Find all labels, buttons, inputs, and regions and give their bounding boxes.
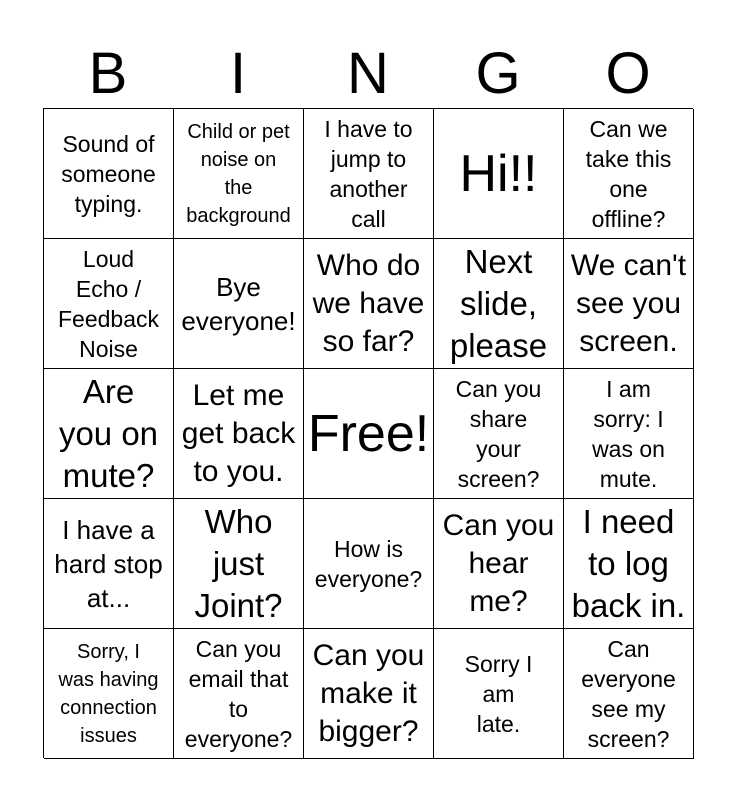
bingo-cell[interactable] (44, 109, 174, 239)
cell-text: I have to jump to another call (324, 115, 413, 232)
cell-text: How is everyone? (314, 535, 423, 592)
cell-text: Who just Joint? (194, 502, 283, 624)
cell-text: I am sorry: I was on mute. (592, 375, 665, 492)
cell-text: Child or pet noise on the background (186, 120, 291, 227)
cell-text: Can you make it bigger? (312, 638, 425, 748)
bingo-cell[interactable] (434, 499, 564, 629)
bingo-cell[interactable] (174, 109, 304, 239)
bingo-cell[interactable] (174, 369, 304, 499)
bingo-cell[interactable] (434, 369, 564, 499)
bingo-cell[interactable] (44, 239, 174, 369)
bingo-cell[interactable] (434, 629, 564, 759)
bingo-cell[interactable] (44, 499, 174, 629)
bingo-cell[interactable] (564, 629, 694, 759)
cell-text: Bye everyone! (181, 271, 296, 336)
bingo-cell[interactable] (174, 499, 304, 629)
cell-text: Can everyone see my screen? (581, 635, 676, 752)
bingo-header (43, 40, 693, 108)
header-letter-i: I (229, 41, 247, 106)
header-letter-b: B (88, 41, 128, 106)
bingo-cell[interactable] (434, 109, 564, 239)
cell-text: I need to log back in. (571, 502, 686, 624)
bingo-cell[interactable] (174, 239, 304, 369)
bingo-cell[interactable] (304, 499, 434, 629)
bingo-cell[interactable] (564, 109, 694, 239)
free-space-cell[interactable] (304, 369, 434, 499)
bingo-cell[interactable] (434, 239, 564, 369)
header-letter-n: N (347, 41, 389, 106)
cell-text: Next slide, please (449, 242, 548, 364)
cell-text: Sorry, I was having connection issues (58, 640, 159, 747)
bingo-cell[interactable] (44, 629, 174, 759)
bingo-cell[interactable] (564, 369, 694, 499)
cell-text: Who do we have so far? (312, 248, 425, 358)
bingo-cell[interactable] (174, 629, 304, 759)
cell-text: We can't see you screen. (570, 248, 687, 358)
cell-text: Loud Echo / Feedback Noise (57, 245, 159, 362)
cell-text: I have a hard stop at... (54, 514, 163, 613)
cell-text: Can you hear me? (442, 508, 555, 618)
bingo-cell[interactable] (304, 109, 434, 239)
cell-text: Let me get back to you. (181, 378, 296, 488)
bingo-cell[interactable] (44, 369, 174, 499)
cell-text: Can you email that to everyone? (184, 635, 293, 752)
header-letter-g: G (475, 41, 521, 106)
cell-text: Are you on mute? (58, 372, 159, 494)
cell-text: Sorry I am late. (464, 650, 533, 737)
cell-text: Can we take this one offline? (585, 115, 672, 232)
bingo-card (43, 108, 693, 758)
bingo-cell[interactable] (304, 629, 434, 759)
cell-text: Free! (307, 404, 430, 463)
bingo-cell[interactable] (564, 499, 694, 629)
bingo-cell[interactable] (304, 239, 434, 369)
header-letter-o: O (605, 41, 651, 106)
cell-text: Can you share your screen? (455, 375, 542, 492)
cell-text: Sound of someone typing. (61, 130, 156, 217)
cell-text: Hi!! (459, 144, 538, 203)
bingo-cell[interactable] (564, 239, 694, 369)
